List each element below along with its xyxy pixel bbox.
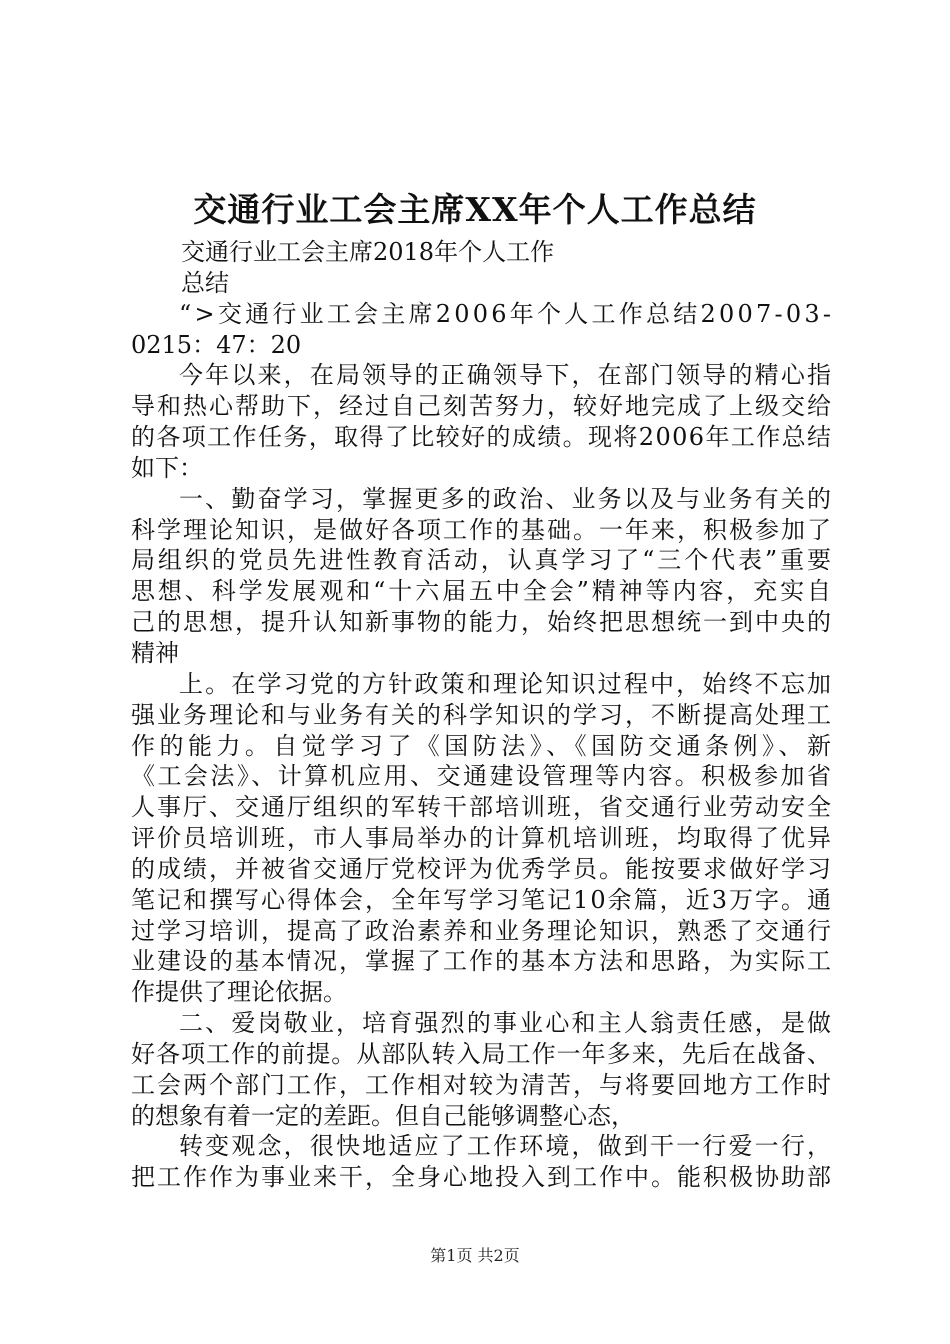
text-line: 过学习培训，提高了政治素养和业务理论知识，熟悉了交通行 bbox=[131, 916, 833, 945]
text-line: 转变观念，很快地适应了工作环境，做到干一行爱一行， bbox=[179, 1132, 834, 1161]
text-line: 如下： bbox=[131, 453, 203, 482]
text-line: 强业务理论和与业务有关的科学知识的学习，不断提高处理工 bbox=[131, 700, 833, 729]
text-line: 的想象有着一定的差距。但自己能够调整心态， bbox=[131, 1101, 635, 1130]
text-line: 业建设的基本情况，掌握了工作的基本方法和思路，为实际工 bbox=[131, 947, 833, 976]
text-line: 把工作作为事业来干，全身心地投入到工作中。能积极协助部 bbox=[131, 1163, 833, 1192]
text-line: 交通行业工会主席2018年个人工作 bbox=[181, 238, 555, 266]
text-line: 好各项工作的前提。从部队转入局工作一年多来，先后在战备、 bbox=[131, 1039, 833, 1068]
document-body bbox=[131, 237, 836, 1193]
text-line: 工会两个部门工作，工作相对较为清苦，与将要回地方工作时 bbox=[131, 1070, 833, 1099]
text-line: 导和热心帮助下，经过自己刻苦努力，较好地完成了上级交给 bbox=[131, 392, 833, 421]
text-line: 总结 bbox=[181, 268, 229, 297]
text-line: 笔记和撰写心得体会，全年写学习笔记10余篇，近3万字。通 bbox=[131, 885, 834, 914]
text-line: 作的能力。自觉学习了《国防法》、《国防交通条例》、新 bbox=[131, 731, 836, 760]
text-line: 思想、科学发展观和“十六届五中全会”精神等内容，充实自 bbox=[131, 577, 834, 606]
text-line: 人事厅、交通厅组织的军转干部培训班，省交通行业劳动安全 bbox=[131, 793, 833, 822]
text-line: 作提供了理论依据。 bbox=[131, 978, 347, 1007]
document-title: 交通行业工会主席XX年个人工作总结 bbox=[193, 190, 757, 229]
text-line: 己的思想，提升认知新事物的能力，始终把思想统一到中央的 bbox=[131, 608, 833, 637]
text-line: 的成绩，并被省交通厅党校评为优秀学员。能按要求做好学习 bbox=[131, 854, 833, 883]
text-line: 《工会法》、计算机应用、交通建设管理等内容。积极参加省 bbox=[131, 762, 834, 791]
text-line: 一、勤奋学习，掌握更多的政治、业务以及与业务有关的 bbox=[179, 484, 834, 513]
text-line: 局组织的党员先进性教育活动，认真学习了“三个代表”重要 bbox=[131, 546, 834, 575]
text-line: 科学理论知识，是做好各项工作的基础。一年来，积极参加了 bbox=[131, 515, 833, 544]
text-line: 今年以来，在局领导的正确领导下，在部门领导的精心指 bbox=[179, 361, 834, 390]
text-line: 精神 bbox=[131, 638, 179, 667]
text-line: 上。在学习党的方针政策和理论知识过程中，始终不忘加 bbox=[179, 669, 834, 698]
page-footer: 第1页 共2页 bbox=[430, 1246, 520, 1265]
text-line: “>交通行业工会主席2006年个人工作总结2007-03- bbox=[179, 299, 835, 328]
text-line: 0215：47：20 bbox=[131, 330, 302, 359]
text-line: 评价员培训班，市人事局举办的计算机培训班，均取得了优异 bbox=[131, 824, 833, 853]
text-line: 二、爱岗敬业，培育强烈的事业心和主人翁责任感，是做 bbox=[179, 1009, 834, 1038]
text-line: 的各项工作任务，取得了比较好的成绩。现将2006年工作总结 bbox=[131, 423, 833, 452]
